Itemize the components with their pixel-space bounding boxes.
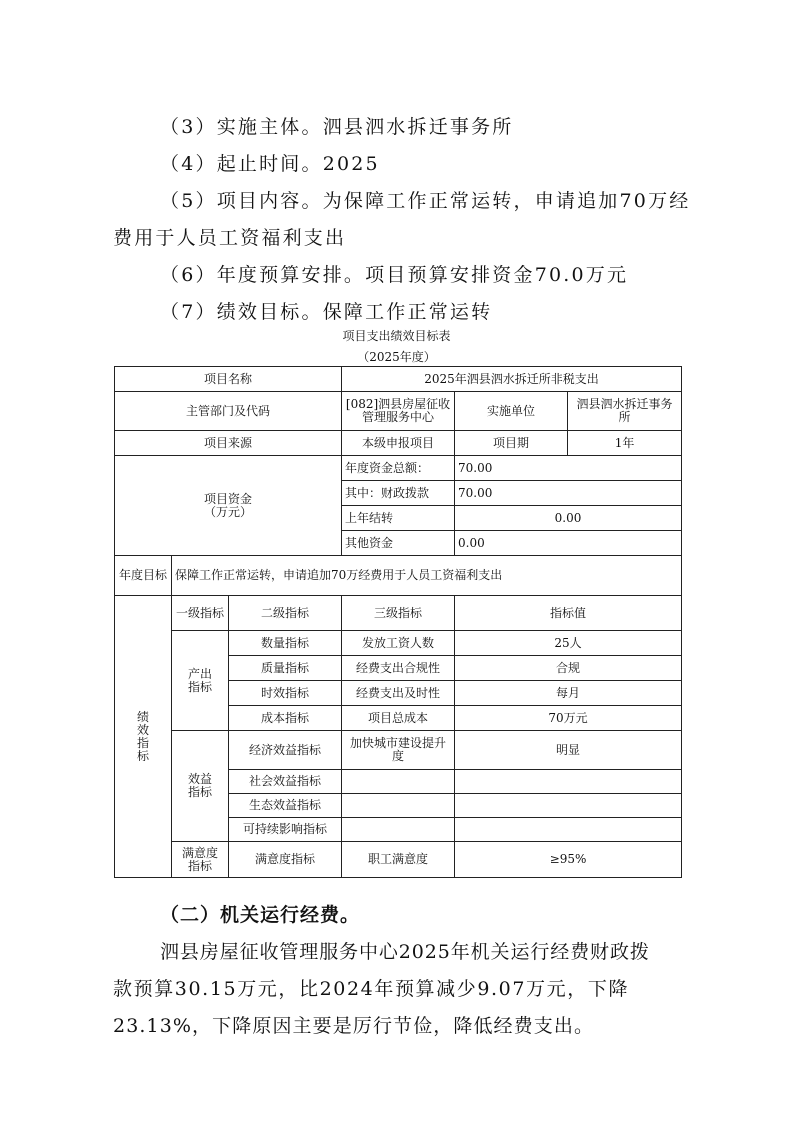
perf-label — [115, 596, 172, 878]
benefit-label — [172, 731, 229, 842]
benefit-l2: 经济效益指标 — [229, 731, 342, 770]
satisfaction-l3: 职工满意度 — [342, 842, 455, 878]
funds-label — [115, 456, 342, 556]
satisfaction-value: ≥95% — [455, 842, 682, 878]
table-row — [115, 392, 682, 431]
benefit-l2: 可持续影响指标 — [229, 818, 342, 842]
funds-carryover-value: 0.00 — [455, 506, 682, 531]
funds-fiscal-value: 70.00 — [455, 481, 682, 506]
benefit-l3: 加快城市建设提升度 — [342, 731, 455, 770]
period-label: 项目期 — [455, 431, 568, 456]
table-title: 项目支出绩效目标表 — [342, 329, 451, 343]
benefit-l3 — [342, 818, 455, 842]
header-l1: 一级指标 — [172, 596, 229, 631]
para-budget: （6）年度预算安排。项目预算安排资金70.0万元 — [160, 264, 629, 286]
section-body-line3: 23.13%，下降原因主要是厉行节俭，降低经费支出。 — [113, 1015, 595, 1037]
table-row — [115, 842, 682, 878]
benefit-label-text: 效益指标 — [187, 772, 212, 799]
satisfaction-label — [172, 842, 229, 878]
table-subtitle: （2025年度） — [357, 350, 436, 364]
funds-carryover-label: 上年结转 — [342, 506, 455, 531]
output-l3: 经费支出合规性 — [342, 656, 455, 681]
annual-goal-value: 保障工作正常运转，申请追加70万经费用于人员工资福利支出 — [172, 556, 682, 596]
funds-label-text: 项目资金 — [204, 491, 253, 506]
section-body-line2: 款预算30.15万元，比2024年预算减少9.07万元，下降 — [113, 978, 630, 1000]
benefit-value — [455, 818, 682, 842]
impl-value: 泗县泗水拆迁事务所 — [568, 392, 682, 431]
header-l2: 二级指标 — [229, 596, 342, 631]
table-row — [115, 456, 682, 481]
header-value: 指标值 — [455, 596, 682, 631]
benefit-value: 明显 — [455, 731, 682, 770]
output-l3: 项目总成本 — [342, 706, 455, 731]
benefit-l3 — [342, 770, 455, 794]
annual-goal-label: 年度目标 — [115, 556, 172, 596]
table-row — [115, 731, 682, 770]
funds-other-value: 0.00 — [455, 531, 682, 556]
funds-fiscal-label: 其中：财政拨款 — [342, 481, 455, 506]
output-l2: 质量指标 — [229, 656, 342, 681]
dept-value: [082]泗县房屋征收管理服务中心 — [342, 392, 455, 431]
output-label — [172, 631, 229, 731]
benefit-value — [455, 794, 682, 818]
funds-total-label: 年度资金总额： — [342, 456, 455, 481]
table-row — [115, 431, 682, 456]
table-row — [115, 556, 682, 596]
satisfaction-l2: 满意度指标 — [229, 842, 342, 878]
output-l2: 数量指标 — [229, 631, 342, 656]
table-row — [115, 596, 682, 631]
source-label: 项目来源 — [115, 431, 342, 456]
para-content-line2: 费用于人员工资福利支出 — [113, 227, 347, 249]
funds-other-label: 其他资金 — [342, 531, 455, 556]
table-row — [115, 367, 682, 392]
output-l3: 经费支出及时性 — [342, 681, 455, 706]
impl-label: 实施单位 — [455, 392, 568, 431]
para-content-line1: （5）项目内容。为保障工作正常运转，申请追加70万经 — [160, 190, 691, 212]
period-value: 1年 — [568, 431, 682, 456]
benefit-l3 — [342, 794, 455, 818]
output-value: 每月 — [455, 681, 682, 706]
para-period: （4）起止时间。2025 — [160, 153, 380, 175]
section-body-line1: 泗县房屋征收管理服务中心2025年机关运行经费财政拨 — [160, 941, 650, 963]
header-l3: 三级指标 — [342, 596, 455, 631]
output-value: 25人 — [455, 631, 682, 656]
project-name-value: 2025年泗县泗水拆迁所非税支出 — [342, 367, 682, 392]
performance-table — [114, 366, 682, 878]
benefit-l2: 社会效益指标 — [229, 770, 342, 794]
output-l2: 成本指标 — [229, 706, 342, 731]
table-row — [115, 631, 682, 656]
funds-total-value: 70.00 — [455, 456, 682, 481]
output-value: 合规 — [455, 656, 682, 681]
output-l2: 时效指标 — [229, 681, 342, 706]
benefit-l2: 生态效益指标 — [229, 794, 342, 818]
output-l3: 发放工资人数 — [342, 631, 455, 656]
satisfaction-label-text: 满意度指标 — [181, 845, 218, 873]
para-implementer: （3）实施主体。泗县泗水拆迁事务所 — [160, 116, 514, 138]
output-value: 70万元 — [455, 706, 682, 731]
output-label-text: 产出指标 — [187, 666, 212, 694]
section-heading: （二）机关运行经费。 — [160, 904, 361, 926]
benefit-value — [455, 770, 682, 794]
dept-label: 主管部门及代码 — [115, 392, 342, 431]
para-goal: （7）绩效目标。保障工作正常运转 — [160, 301, 493, 323]
project-name-label: 项目名称 — [115, 367, 342, 392]
source-value: 本级申报项目 — [342, 431, 455, 456]
funds-unit-text: （万元） — [204, 504, 253, 519]
perf-label-text: 绩效指标 — [136, 709, 149, 763]
